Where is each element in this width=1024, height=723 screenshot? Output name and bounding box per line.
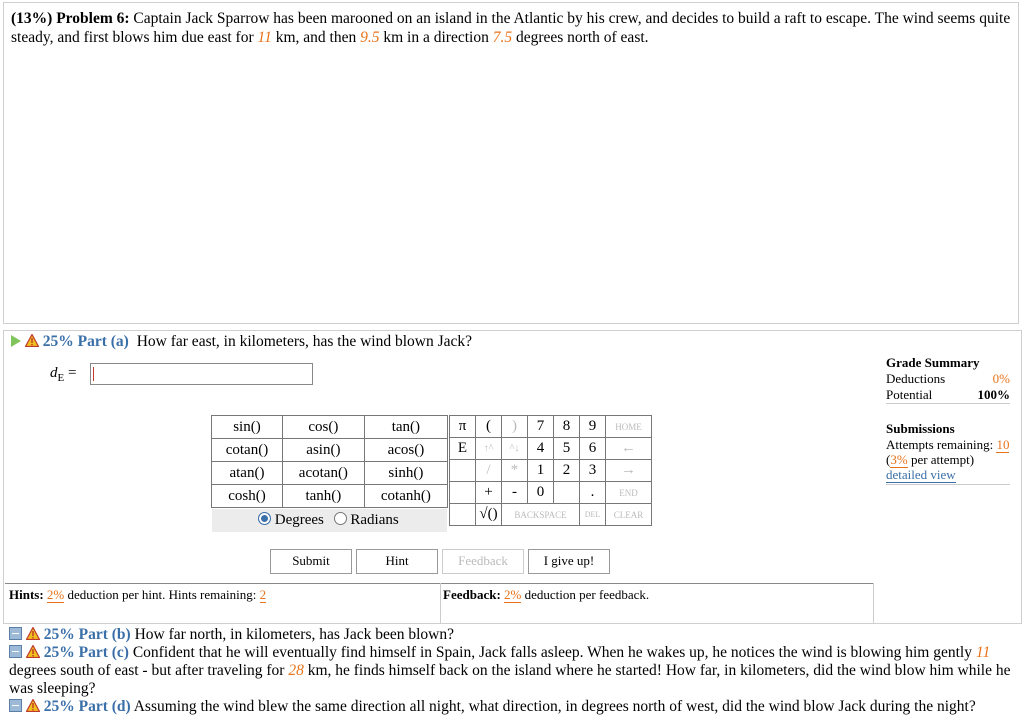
radians-radio[interactable] <box>334 512 399 528</box>
hints-remaining: 2 <box>259 587 267 602</box>
part-d-percent: 25% <box>43 698 75 715</box>
key-end[interactable]: END <box>606 482 652 504</box>
problem-text-3: km in a direction <box>379 29 493 46</box>
part-c-value-2: 28 <box>288 662 304 679</box>
key-slash[interactable]: / <box>476 460 502 482</box>
part-c-label: Part (c) <box>78 644 129 661</box>
problem-text-1: Captain Jack Sparrow has been marooned on an island in the Atlantic by his crew, and decides to build a raft to escape. The wind seems quite steady, and first blows him due east for <box>11 10 1011 46</box>
feedback-info <box>443 587 649 603</box>
part-b-label: Part (b) <box>78 626 131 643</box>
key-5[interactable]: 5 <box>554 438 580 460</box>
collapse-icon[interactable] <box>9 645 22 658</box>
equals-sign: = <box>67 365 77 381</box>
key-minus[interactable]: - <box>502 482 528 504</box>
key-star[interactable]: * <box>502 460 528 482</box>
key-0[interactable]: 0 <box>528 482 554 504</box>
key-backspace[interactable]: BACKSPACE <box>502 504 580 526</box>
key-open-paren[interactable]: ( <box>476 416 502 438</box>
part-c-text-3: km, he finds himself back on the island where he started! How far, in kilometers, did the wind blow him while he was sleeping? <box>9 662 1011 697</box>
part-b-question: How far north, in kilometers, has Jack been blown? <box>134 626 454 643</box>
function-keypad <box>211 415 448 508</box>
key-clear[interactable]: CLEAR <box>606 504 652 526</box>
key-acotan[interactable]: acotan() <box>282 462 364 485</box>
part-a-percent: 25% <box>42 333 74 350</box>
var-label: d <box>50 365 58 381</box>
grade-title: Grade Summary <box>886 355 980 370</box>
remaining-parts <box>9 626 1014 716</box>
key-blank-3 <box>554 482 580 504</box>
deductions-label: Deductions <box>886 371 946 386</box>
potential-label: Potential <box>886 387 933 402</box>
warning-icon <box>25 334 39 347</box>
problem-value-2: 9.5 <box>360 29 380 46</box>
key-sin[interactable]: sin() <box>212 416 283 439</box>
key-atan[interactable]: atan() <box>212 462 283 485</box>
detailed-view-link[interactable]: detailed view <box>886 467 956 482</box>
part-a-question: How far east, in kilometers, has the wind blown Jack? <box>136 333 473 350</box>
potential-value: 100% <box>977 387 1010 402</box>
degrees-radio[interactable] <box>258 512 324 528</box>
key-blank-1 <box>450 460 476 482</box>
part-c-percent: 25% <box>43 644 75 661</box>
deductions-value: 0% <box>992 371 1010 386</box>
key-cosh[interactable]: cosh() <box>212 485 283 508</box>
key-8[interactable]: 8 <box>554 416 580 438</box>
problem-text-2: km, and then <box>271 29 361 46</box>
key-e[interactable]: E <box>450 438 476 460</box>
hints-info <box>9 587 266 603</box>
key-up-arrow[interactable]: ↑^ <box>476 438 502 460</box>
key-4[interactable]: 4 <box>528 438 554 460</box>
collapse-icon[interactable] <box>9 627 22 640</box>
key-3[interactable]: 3 <box>580 460 606 482</box>
hints-pct: 2% <box>46 587 65 602</box>
var-sub: E <box>57 372 65 384</box>
problem-statement <box>11 9 1011 47</box>
problem-value-3: 7.5 <box>492 29 513 46</box>
key-6[interactable]: 6 <box>580 438 606 460</box>
key-2[interactable]: 2 <box>554 460 580 482</box>
key-tanh[interactable]: tanh() <box>282 485 364 508</box>
per-attempt-text: per attempt) <box>907 452 975 467</box>
key-cotanh[interactable]: cotanh() <box>364 485 447 508</box>
submissions-title: Submissions <box>886 421 955 436</box>
problem-weight: (13%) <box>11 10 53 27</box>
feedback-button[interactable]: Feedback <box>442 549 524 574</box>
attempts-value: 10 <box>996 437 1010 452</box>
answer-variable <box>50 365 76 384</box>
key-fwd-arrow[interactable]: → <box>606 460 652 482</box>
key-sqrt[interactable]: √() <box>476 504 502 526</box>
feedback-text: deduction per feedback. <box>524 587 650 602</box>
key-dot[interactable]: . <box>580 482 606 504</box>
hint-button[interactable]: Hint <box>356 549 438 574</box>
key-acos[interactable]: acos() <box>364 439 447 462</box>
collapse-icon[interactable] <box>9 699 22 712</box>
key-9[interactable]: 9 <box>580 416 606 438</box>
text-cursor <box>93 367 94 381</box>
key-back-arrow[interactable]: ← <box>606 438 652 460</box>
grade-summary <box>886 355 1010 485</box>
warning-icon <box>26 627 40 640</box>
per-attempt-open: ( <box>886 452 891 467</box>
part-b <box>9 626 1014 644</box>
key-cotan[interactable]: cotan() <box>212 439 283 462</box>
warning-icon <box>26 699 40 712</box>
angle-mode <box>212 509 447 532</box>
feedback-label: Feedback: <box>443 587 501 602</box>
part-b-percent: 25% <box>43 626 75 643</box>
part-d <box>9 698 1014 716</box>
warning-icon <box>26 645 40 658</box>
key-asin[interactable]: asin() <box>282 439 364 462</box>
part-a-label: Part (a) <box>77 333 129 350</box>
key-home[interactable]: HOME <box>606 416 652 438</box>
key-1[interactable]: 1 <box>528 460 554 482</box>
part-a-header <box>11 333 472 351</box>
hints-label: Hints: <box>9 587 44 602</box>
part-c <box>9 644 1014 698</box>
problem-text-4: degrees north of east. <box>512 29 649 46</box>
key-del[interactable]: DEL <box>580 504 606 526</box>
submit-button[interactable]: Submit <box>270 549 352 574</box>
key-sinh[interactable]: sinh() <box>364 462 447 485</box>
degrees-label: Degrees <box>274 512 324 528</box>
key-7[interactable]: 7 <box>528 416 554 438</box>
key-blank-2 <box>450 482 476 504</box>
part-d-label: Part (d) <box>78 698 131 715</box>
problem-value-1: 11 <box>257 29 272 46</box>
part-c-text-2: degrees south of east - but after traveling for <box>9 662 289 679</box>
attempts-label: Attempts remaining: <box>886 437 994 452</box>
give-up-button[interactable]: I give up! <box>528 549 610 574</box>
key-pi[interactable]: π <box>450 416 476 438</box>
hints-text: deduction per hint. Hints remaining: <box>67 587 257 602</box>
part-c-value-1: 11 <box>975 644 991 661</box>
play-icon[interactable] <box>11 335 21 347</box>
radians-label: Radians <box>350 512 399 528</box>
hint-divider-right <box>873 583 874 623</box>
problem-label: Problem 6: <box>56 10 130 27</box>
key-down-arrow[interactable]: ^↓ <box>502 438 528 460</box>
part-d-question: Assuming the wind blew the same direction all night, what direction, in degrees north of west, did the wind blow Jack during the night? <box>133 698 976 715</box>
per-attempt-pct: 3% <box>890 452 908 467</box>
key-close-paren[interactable]: ) <box>502 416 528 438</box>
key-plus[interactable]: + <box>476 482 502 504</box>
problem-panel <box>3 2 1019 324</box>
key-cos[interactable]: cos() <box>282 416 364 439</box>
numeric-keypad <box>449 415 652 526</box>
answer-input[interactable] <box>90 363 313 385</box>
key-blank-4 <box>450 504 476 526</box>
feedback-divider <box>440 583 441 623</box>
feedback-pct: 2% <box>504 587 522 602</box>
key-tan[interactable]: tan() <box>364 416 447 439</box>
part-c-text-1: Confident that he will eventually find himself in Spain, Jack falls asleep. When he wakes up, he notices the wind is blowing him gently <box>132 644 976 661</box>
